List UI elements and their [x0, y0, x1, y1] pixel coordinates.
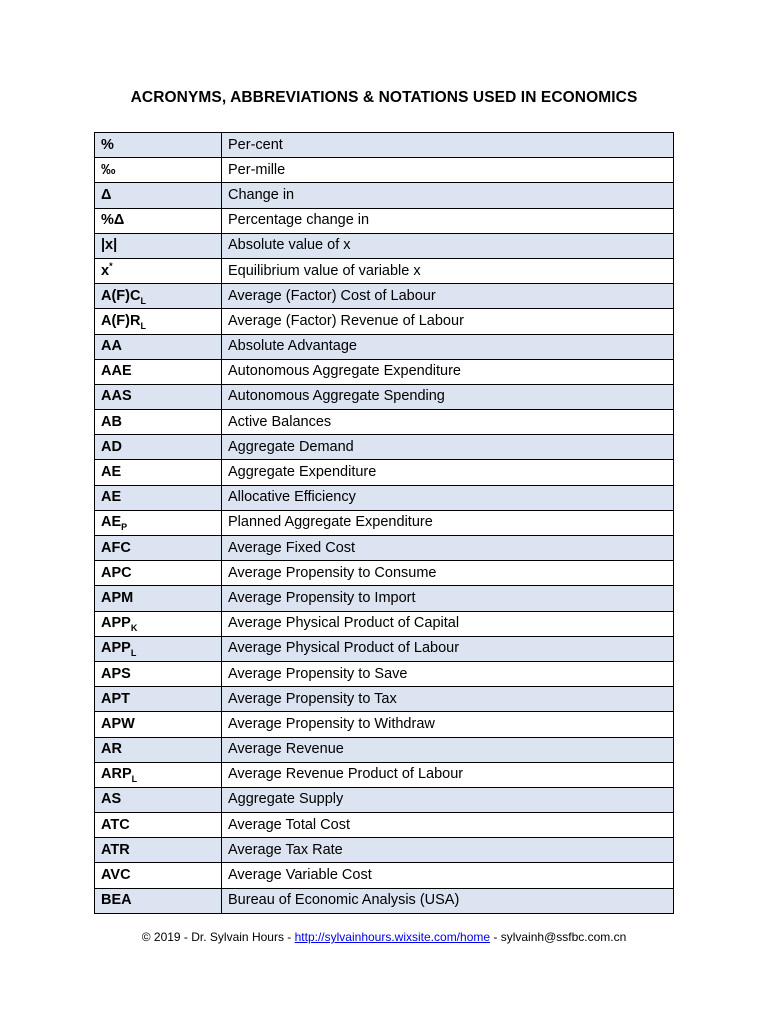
- meaning-cell: Bureau of Economic Analysis (USA): [222, 888, 674, 913]
- acronym-cell: [95, 158, 222, 183]
- acronym-cell: [95, 737, 222, 762]
- table-row: [95, 284, 674, 309]
- table-row: [95, 737, 674, 762]
- acronym-cell: [95, 233, 222, 258]
- acronym-cell: [95, 334, 222, 359]
- acronym-text: ATR: [101, 841, 130, 858]
- acronym-cell: [95, 258, 222, 283]
- acronym-cell: [95, 183, 222, 208]
- acronym-text: AB: [101, 413, 122, 430]
- acronym-text: BEA: [101, 892, 132, 909]
- table-row: [95, 561, 674, 586]
- page-title: ACRONYMS, ABBREVIATIONS & NOTATIONS USED IN ECONOMICS: [130, 89, 638, 106]
- acronym-text: A(F)C: [101, 287, 141, 304]
- meaning-cell: Average Revenue Product of Labour: [222, 762, 674, 787]
- table-row: [95, 485, 674, 510]
- acronym-table-body: [95, 133, 674, 914]
- table-row: [95, 712, 674, 737]
- meaning-cell: Average Propensity to Consume: [222, 561, 674, 586]
- acronym-text: APW: [101, 715, 135, 732]
- acronym-cell: [95, 838, 222, 863]
- meaning-cell: Aggregate Supply: [222, 787, 674, 812]
- acronym-cell: [95, 863, 222, 888]
- acronym-text: APS: [101, 665, 131, 682]
- table-row: [95, 435, 674, 460]
- footer: [0, 930, 768, 944]
- footer-copyright: © 2019 - Dr. Sylvain Hours -: [141, 930, 295, 944]
- acronym-text: APM: [101, 589, 134, 606]
- acronym-cell: [95, 888, 222, 913]
- meaning-cell: Percentage change in: [222, 208, 674, 233]
- acronym-subscript: K: [130, 623, 138, 634]
- meaning-cell: Average Fixed Cost: [222, 536, 674, 561]
- acronym-cell: [95, 460, 222, 485]
- acronym-text: AR: [101, 741, 122, 758]
- acronym-text: %: [101, 136, 114, 153]
- acronym-text: AS: [101, 791, 122, 808]
- acronym-text: ‰: [101, 161, 116, 178]
- acronym-text: |x|: [101, 237, 118, 254]
- meaning-cell: Allocative Efficiency: [222, 485, 674, 510]
- table-row: [95, 460, 674, 485]
- acronym-cell: [95, 435, 222, 460]
- table-row: [95, 762, 674, 787]
- table-row: [95, 888, 674, 913]
- meaning-cell: Planned Aggregate Expenditure: [222, 510, 674, 535]
- meaning-cell: Average Total Cost: [222, 813, 674, 838]
- acronym-cell: [95, 133, 222, 158]
- table-row: [95, 586, 674, 611]
- acronym-superscript: *: [109, 260, 113, 271]
- acronym-text: ARP: [101, 766, 132, 783]
- meaning-cell: Active Balances: [222, 410, 674, 435]
- table-row: [95, 536, 674, 561]
- table-row: [95, 611, 674, 636]
- table-row: [95, 208, 674, 233]
- table-row: [95, 661, 674, 686]
- meaning-cell: Average Variable Cost: [222, 863, 674, 888]
- meaning-cell: Change in: [222, 183, 674, 208]
- acronym-cell: [95, 787, 222, 812]
- acronym-cell: [95, 284, 222, 309]
- footer-link[interactable]: http://sylvainhours.wixsite.com/home: [294, 930, 491, 944]
- table-row: [95, 838, 674, 863]
- acronym-text: AD: [101, 438, 122, 455]
- table-row: [95, 687, 674, 712]
- acronym-text: A(F)R: [101, 312, 141, 329]
- meaning-cell: Average Revenue: [222, 737, 674, 762]
- acronym-text: AE: [101, 514, 122, 531]
- table-row: [95, 813, 674, 838]
- table-row: [95, 863, 674, 888]
- meaning-cell: Per-cent: [222, 133, 674, 158]
- acronym-subscript: L: [140, 320, 146, 331]
- table-row: [95, 510, 674, 535]
- acronym-cell: [95, 813, 222, 838]
- acronym-cell: [95, 636, 222, 661]
- acronym-cell: [95, 536, 222, 561]
- acronym-cell: [95, 561, 222, 586]
- meaning-cell: Average Tax Rate: [222, 838, 674, 863]
- table-row: [95, 334, 674, 359]
- table-row: [95, 233, 674, 258]
- meaning-cell: Average Physical Product of Capital: [222, 611, 674, 636]
- acronym-text: x: [101, 262, 110, 279]
- meaning-cell: Aggregate Expenditure: [222, 460, 674, 485]
- acronym-text: APC: [101, 564, 132, 581]
- table-row: [95, 384, 674, 409]
- table-row: [95, 787, 674, 812]
- acronym-subscript: L: [140, 295, 146, 306]
- acronym-cell: [95, 208, 222, 233]
- acronym-text: APP: [101, 615, 131, 632]
- acronym-cell: [95, 687, 222, 712]
- meaning-cell: Average (Factor) Revenue of Labour: [222, 309, 674, 334]
- acronym-cell: [95, 661, 222, 686]
- table-row: [95, 258, 674, 283]
- acronym-text: Δ: [101, 186, 112, 203]
- meaning-cell: Average Propensity to Withdraw: [222, 712, 674, 737]
- footer-email: - sylvainh@ssfbc.com.cn: [490, 930, 627, 944]
- acronym-cell: [95, 510, 222, 535]
- meaning-cell: Autonomous Aggregate Expenditure: [222, 359, 674, 384]
- table-row: [95, 309, 674, 334]
- acronym-text: AAE: [101, 363, 132, 380]
- table-row: [95, 133, 674, 158]
- meaning-cell: Average Propensity to Import: [222, 586, 674, 611]
- acronym-text: AA: [101, 338, 122, 355]
- acronym-subscript: L: [130, 648, 137, 659]
- acronym-cell: [95, 410, 222, 435]
- table-row: [95, 359, 674, 384]
- acronym-text: ATC: [101, 816, 130, 833]
- acronym-cell: [95, 712, 222, 737]
- acronym-cell: [95, 485, 222, 510]
- meaning-cell: Average Propensity to Save: [222, 661, 674, 686]
- acronym-text: APT: [101, 690, 130, 707]
- acronym-cell: [95, 309, 222, 334]
- acronym-cell: [95, 762, 222, 787]
- acronym-text: APP: [101, 640, 131, 657]
- acronym-text: AE: [101, 489, 122, 506]
- acronym-text: AFC: [101, 539, 131, 556]
- table-row: [95, 410, 674, 435]
- acronym-subscript: P: [121, 522, 128, 533]
- table-row: [95, 158, 674, 183]
- acronym-subscript: L: [131, 774, 138, 785]
- acronym-cell: [95, 611, 222, 636]
- table-row: [95, 183, 674, 208]
- acronym-text: AVC: [101, 867, 131, 884]
- acronym-text: AE: [101, 464, 122, 481]
- acronym-cell: [95, 359, 222, 384]
- meaning-cell: Average Physical Product of Labour: [222, 636, 674, 661]
- meaning-cell: Absolute Advantage: [222, 334, 674, 359]
- acronym-table: [94, 132, 674, 914]
- table-row: [95, 636, 674, 661]
- acronym-cell: [95, 384, 222, 409]
- acronym-cell: [95, 586, 222, 611]
- meaning-cell: Average Propensity to Tax: [222, 687, 674, 712]
- meaning-cell: Equilibrium value of variable x: [222, 258, 674, 283]
- meaning-cell: Autonomous Aggregate Spending: [222, 384, 674, 409]
- acronym-text: %Δ: [101, 212, 125, 229]
- meaning-cell: Per-mille: [222, 158, 674, 183]
- meaning-cell: Absolute value of x: [222, 233, 674, 258]
- meaning-cell: Average (Factor) Cost of Labour: [222, 284, 674, 309]
- meaning-cell: Aggregate Demand: [222, 435, 674, 460]
- acronym-text: AAS: [101, 388, 132, 405]
